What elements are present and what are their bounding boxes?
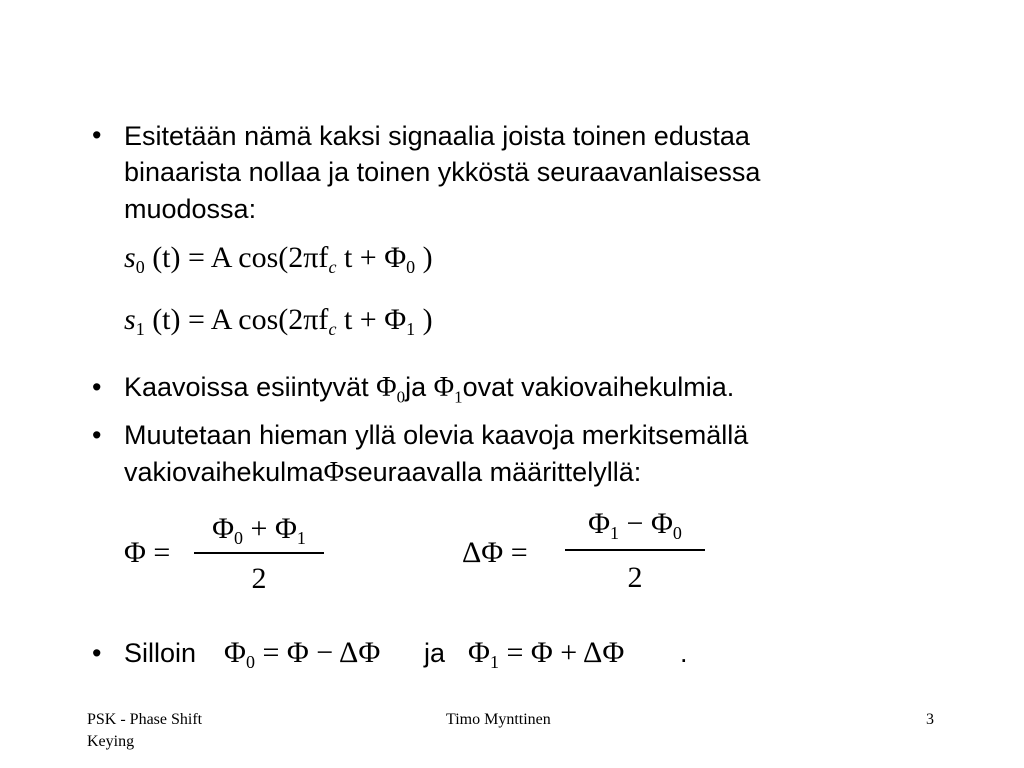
bullet4-text: Silloin [124, 638, 197, 668]
footer-left [87, 709, 202, 753]
fraction-phi-numerator: $\Phi_0 + \Phi_1$ [212, 512, 306, 548]
footer-left-line1: PSK - Phase Shift [87, 711, 203, 728]
bullet-marker: • [92, 120, 102, 150]
bullet3-line2: vakiovaihekulmaΦseuraavalla määrittelyllä: [124, 457, 642, 488]
bullet-marker: • [92, 372, 102, 402]
equation-phi0: $\Phi_0 = \Phi - \Delta\Phi$ [224, 636, 381, 672]
fraction-phi-denominator: 2 [251, 561, 267, 595]
equation-s0: $s_0$ (t) = A $\cos(2\pi f_c$ $t + \Phi_0$ ) [124, 241, 433, 277]
equation-phi1: $\Phi_1 = \Phi + \Delta\Phi$ [468, 636, 625, 672]
footer-left-line2: Keying [87, 733, 135, 750]
bullet1-line1: Esitetään nämä kaksi signaalia joista toinen edustaa [124, 121, 750, 151]
bullet1-line3: muodossa: [124, 194, 257, 224]
equation-s1: $s_1$ (t) = A $\cos(2\pi f_c$ $t + \Phi_1$ ) [124, 303, 433, 339]
bullet-marker: • [92, 420, 102, 450]
fraction-delta-phi-denominator: 2 [627, 560, 643, 594]
phi0-symbol: $\Phi_0$ [376, 372, 406, 407]
bullet2-text: Kaavoissa esiintyvät $\Phi_0ja$ $\Phi_1ovat$ vakiovaihekulmia. [124, 372, 735, 407]
delta-phi-lhs: ΔΦ = [462, 536, 528, 569]
bullet4-ja: ja [424, 638, 446, 668]
bullet1-line2: binaarista nollaa ja toinen ykköstä seuraavanlaisessa [124, 157, 761, 187]
phi-lhs: Φ = [124, 536, 171, 569]
page-number: 3 [926, 711, 934, 728]
fraction-delta-phi-numerator: $\Phi_1 - \Phi_0$ [588, 507, 682, 543]
bullet4-dot: . [680, 638, 688, 668]
bullet-marker: • [92, 638, 102, 668]
fraction-phi [194, 512, 324, 596]
phi1-symbol: $\Phi_1$ [433, 372, 463, 407]
phi-symbol: Φ [323, 457, 345, 488]
fraction-delta-phi [565, 507, 705, 595]
footer-author: Timo Mynttinen [446, 711, 551, 728]
bullet3-line1: Muutetaan hieman yllä olevia kaavoja merkitsemällä [124, 420, 749, 450]
